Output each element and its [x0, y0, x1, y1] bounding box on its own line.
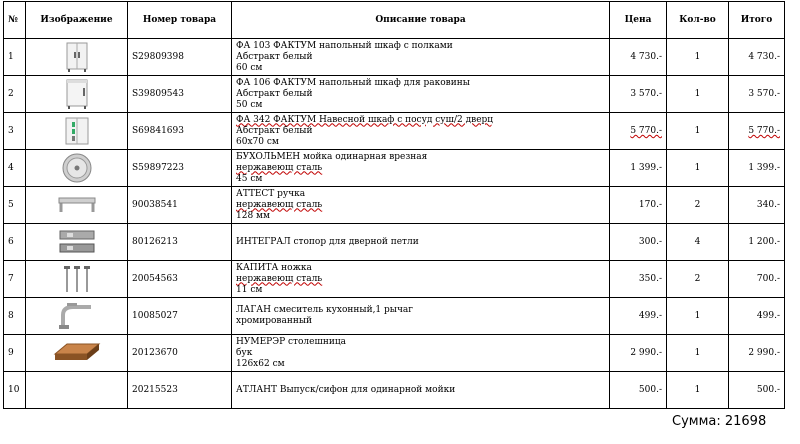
- description-line: НУМЕРЭР столешница: [236, 336, 346, 347]
- product-total: 4 730.-: [729, 39, 785, 76]
- product-code: 20215523: [128, 372, 232, 409]
- table-row: [4, 187, 785, 224]
- product-image: [26, 39, 128, 76]
- row-number: 8: [4, 298, 26, 335]
- product-price: 2 990.-: [610, 335, 667, 372]
- product-price: 5 770.-: [610, 113, 667, 150]
- description-line: хромированный: [236, 316, 313, 326]
- product-description: [232, 76, 610, 113]
- product-price: 1 399.-: [610, 150, 667, 187]
- product-image: [26, 76, 128, 113]
- header-image: Изображение: [26, 2, 128, 39]
- product-code: 20054563: [128, 261, 232, 298]
- round-sink-icon: [30, 152, 123, 184]
- product-total: 1 200.-: [729, 224, 785, 261]
- product-image: [26, 372, 128, 409]
- product-qty: 1: [667, 76, 729, 113]
- product-image: [26, 113, 128, 150]
- product-description: [232, 224, 610, 261]
- order-sum: Сумма: 21698: [672, 414, 767, 429]
- sink-cabinet-icon: [30, 79, 123, 109]
- description-line: ФА 103 ФАКТУМ напольный шкаф с полками: [236, 40, 453, 51]
- door-stop-icon: [30, 228, 123, 256]
- table-row: [4, 224, 785, 261]
- product-total: 2 990.-: [729, 335, 785, 372]
- table-row: [4, 372, 785, 409]
- product-description: [232, 150, 610, 187]
- product-price: 350.-: [610, 261, 667, 298]
- table-row: [4, 335, 785, 372]
- product-code: S59897223: [128, 150, 232, 187]
- description-line: Абстракт белый: [236, 88, 313, 99]
- product-code: S39809543: [128, 76, 232, 113]
- header-total: Итого: [729, 2, 785, 39]
- header-price: Цена: [610, 2, 667, 39]
- description-line: бук: [236, 347, 253, 358]
- description-line: Абстракт белый: [236, 51, 313, 62]
- description-line: ИНТЕГРАЛ стопор для дверной петли: [236, 236, 419, 247]
- product-qty: 1: [667, 298, 729, 335]
- wall-cabinet-icon: [30, 116, 123, 146]
- table-row: [4, 150, 785, 187]
- row-number: 6: [4, 224, 26, 261]
- description-line: ФА 342 ФАКТУМ Навесной шкаф с посуд суш/2 дверц: [236, 114, 494, 125]
- product-qty: 2: [667, 261, 729, 298]
- header-num: №: [4, 2, 26, 39]
- product-qty: 4: [667, 224, 729, 261]
- product-description: [232, 113, 610, 150]
- product-qty: 1: [667, 372, 729, 409]
- product-total: 3 570.-: [729, 76, 785, 113]
- row-number: 2: [4, 76, 26, 113]
- product-qty: 1: [667, 150, 729, 187]
- legs-icon: [30, 264, 123, 294]
- header-description: Описание товара: [232, 2, 610, 39]
- base-cabinet-icon: [30, 42, 123, 72]
- product-qty: 2: [667, 187, 729, 224]
- faucet-icon: [30, 301, 123, 331]
- description-line: нержавеющ сталь: [236, 273, 323, 284]
- description-line: 50 см: [236, 99, 263, 110]
- product-qty: 1: [667, 39, 729, 76]
- description-line: АТЛАНТ Выпуск/сифон для одинарной мойки: [236, 384, 456, 395]
- header-row: [4, 2, 785, 39]
- product-description: [232, 261, 610, 298]
- table-row: [4, 298, 785, 335]
- row-number: 4: [4, 150, 26, 187]
- row-number: 7: [4, 261, 26, 298]
- product-image: [26, 298, 128, 335]
- product-description: [232, 39, 610, 76]
- description-line: нержавеющ сталь: [236, 162, 323, 173]
- product-description: [232, 298, 610, 335]
- product-code: S69841693: [128, 113, 232, 150]
- product-price: 170.-: [610, 187, 667, 224]
- header-qty: Кол-во: [667, 2, 729, 39]
- description-line: Абстракт белый: [236, 125, 313, 136]
- order-table: [3, 1, 785, 409]
- description-line: ЛАГАН смеситель кухонный,1 рычаг: [236, 305, 413, 315]
- description-line: АТТЕСТ ручка: [236, 188, 306, 199]
- handle-icon: [30, 196, 123, 214]
- description-line: 128 мм: [236, 210, 271, 221]
- product-qty: 1: [667, 335, 729, 372]
- product-total: 500.-: [729, 372, 785, 409]
- product-code: 80126213: [128, 224, 232, 261]
- product-image: [26, 187, 128, 224]
- row-number: 3: [4, 113, 26, 150]
- product-image: [26, 261, 128, 298]
- product-price: 3 570.-: [610, 76, 667, 113]
- product-image: [26, 335, 128, 372]
- product-price: 4 730.-: [610, 39, 667, 76]
- product-total: 5 770.-: [729, 113, 785, 150]
- product-price: 499.-: [610, 298, 667, 335]
- product-image: [26, 224, 128, 261]
- product-code: S29809398: [128, 39, 232, 76]
- worktop-icon: [30, 342, 123, 364]
- product-image: [26, 150, 128, 187]
- product-description: [232, 372, 610, 409]
- description-line: 11 см: [236, 284, 263, 295]
- product-total: 499.-: [729, 298, 785, 335]
- description-line: БУХОЛЬМЕН мойка одинарная врезная: [236, 151, 428, 162]
- product-price: 300.-: [610, 224, 667, 261]
- row-number: 10: [4, 372, 26, 409]
- description-line: 60 см: [236, 62, 263, 73]
- row-number: 5: [4, 187, 26, 224]
- product-price: 500.-: [610, 372, 667, 409]
- description-line: КАПИТА ножка: [236, 262, 312, 273]
- product-description: [232, 187, 610, 224]
- table-row: [4, 261, 785, 298]
- row-number: 9: [4, 335, 26, 372]
- description-line: ФА 106 ФАКТУМ напольный шкаф для раковины: [236, 77, 470, 88]
- product-total: 340.-: [729, 187, 785, 224]
- description-line: нержавеющ сталь: [236, 199, 323, 210]
- table-row: [4, 76, 785, 113]
- product-code: 10085027: [128, 298, 232, 335]
- header-code: Номер товара: [128, 2, 232, 39]
- product-total: 1 399.-: [729, 150, 785, 187]
- product-qty: 1: [667, 113, 729, 150]
- description-line: 45 см: [236, 173, 263, 184]
- product-total: 700.-: [729, 261, 785, 298]
- table-row: [4, 39, 785, 76]
- table-row: [4, 113, 785, 150]
- product-code: 20123670: [128, 335, 232, 372]
- row-number: 1: [4, 39, 26, 76]
- product-description: [232, 335, 610, 372]
- description-line: 60x70 см: [236, 136, 279, 147]
- product-code: 90038541: [128, 187, 232, 224]
- description-line: 126x62 см: [236, 358, 285, 369]
